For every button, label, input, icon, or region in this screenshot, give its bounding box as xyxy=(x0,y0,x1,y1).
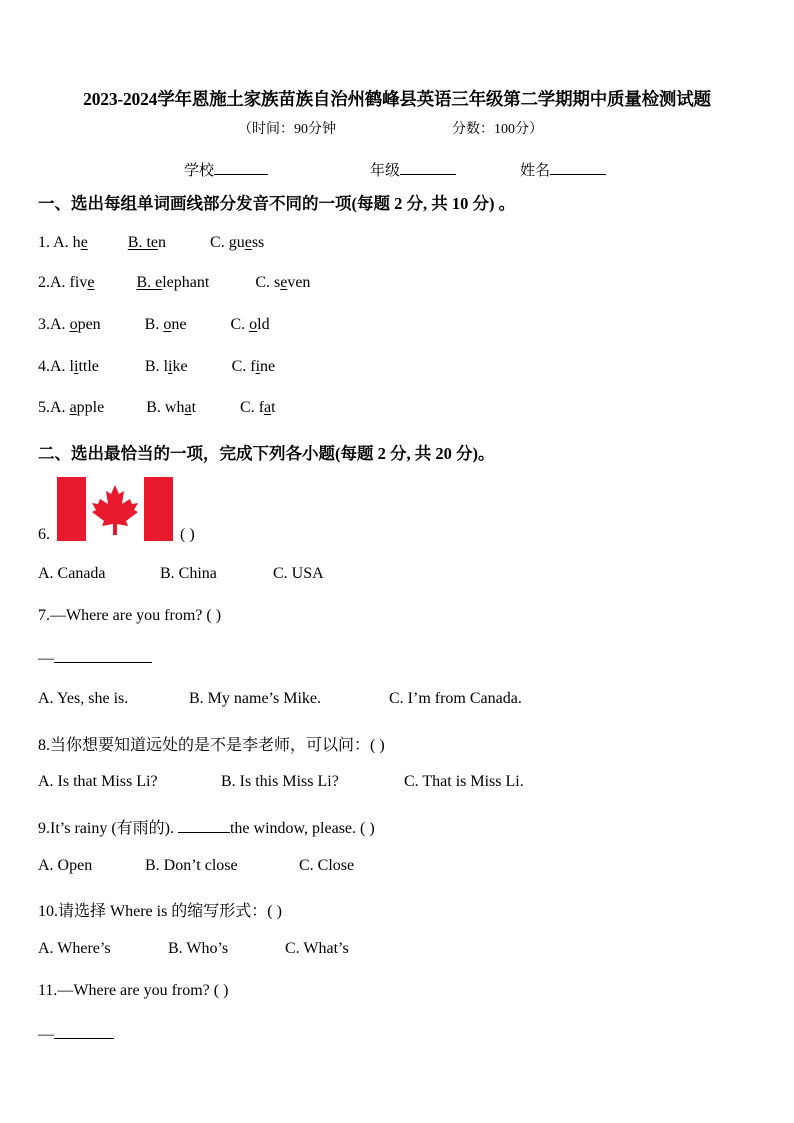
school-label: 学校 xyxy=(184,163,215,179)
q4-b-underlined: i xyxy=(168,358,173,375)
q11-answer-line[interactable] xyxy=(38,1024,114,1044)
q2-option-a: A. fiv xyxy=(50,274,88,291)
q5-c-rest: t xyxy=(271,399,276,416)
q1-a-underlined: e xyxy=(80,234,88,251)
q3-number: 3. xyxy=(38,316,50,333)
question-1 xyxy=(38,233,264,252)
q2-number: 2. xyxy=(38,274,50,291)
q5-a-underlined: a xyxy=(69,399,77,416)
q11-question: 11.—Where are you from? ( ) xyxy=(38,982,229,999)
grade-field[interactable] xyxy=(370,159,456,180)
section2-title: 二、选出最恰当的一项，完成下列各小题(每题 2 分, 共 20 分)。 xyxy=(38,444,495,463)
q6-option-c[interactable]: C. USA xyxy=(273,565,324,582)
q5-c-underlined: a xyxy=(264,399,272,416)
q5-option-b: B. wh xyxy=(146,399,185,416)
school-blank[interactable] xyxy=(214,160,268,175)
q3-c-underlined: o xyxy=(249,316,258,333)
q10-option-b[interactable]: B. Who’s xyxy=(168,940,229,957)
q11-blank[interactable] xyxy=(54,1024,114,1039)
q6-options xyxy=(38,565,324,583)
q7-question: 7.—Where are you from? ( ) xyxy=(38,607,222,624)
q3-option-c: C. xyxy=(230,316,250,333)
q10-option-a[interactable]: A. Where’s xyxy=(38,940,111,957)
q8-option-c[interactable]: C. That is Miss Li. xyxy=(404,773,524,790)
q3-b-rest: ne xyxy=(171,316,187,333)
question-4 xyxy=(38,358,275,376)
q10-options xyxy=(38,940,349,958)
score-label: 分数：100分） xyxy=(452,122,543,137)
name-label: 姓名 xyxy=(520,163,551,179)
q8-question: 8.当你想要知道远处的是不是李老师，可以问：( ) xyxy=(38,737,385,754)
school-field[interactable] xyxy=(184,159,268,180)
q9-blank[interactable] xyxy=(178,818,230,833)
q3-a-rest: pen xyxy=(77,316,101,333)
grade-label: 年级 xyxy=(370,163,401,179)
question-5 xyxy=(38,399,276,417)
q9-option-c[interactable]: C. Close xyxy=(299,857,355,874)
q2-option-c: C. s xyxy=(255,274,281,291)
q1-c-rest: ss xyxy=(251,234,265,251)
q9-question xyxy=(38,815,375,838)
q7-option-a[interactable]: A. Yes, she is. xyxy=(38,690,129,707)
q7-option-b[interactable]: B. My name’s Mike. xyxy=(189,690,321,707)
q9-option-a[interactable]: A. Open xyxy=(38,857,93,874)
q4-c-rest: ne xyxy=(260,358,276,375)
q1-number: 1. xyxy=(38,234,54,251)
q2-option-b: B. xyxy=(136,274,156,291)
q9-text-end: the window, please. ( ) xyxy=(229,820,375,837)
q7-answer-line[interactable] xyxy=(38,648,152,668)
q9-options xyxy=(38,857,354,875)
q6-option-b[interactable]: B. China xyxy=(160,565,217,582)
q1-option-a: A. h xyxy=(53,234,81,251)
q6-option-a[interactable]: A. Canada xyxy=(38,565,106,582)
q10-question: 10.请选择 Where is 的缩写形式：( ) xyxy=(38,903,282,920)
page-title: 2023-2024学年恩施土家族苗族自治州鹤峰县英语三年级第二学期期中质量检测试题 xyxy=(83,89,711,109)
q8-option-b[interactable]: B. Is this Miss Li? xyxy=(221,773,339,790)
q3-a-underlined: o xyxy=(69,316,78,333)
q2-c-rest: ven xyxy=(287,274,311,291)
q4-option-a: A. l xyxy=(50,358,74,375)
q6-number: 6. xyxy=(38,526,50,543)
time-label: （时间：90分钟 xyxy=(238,122,336,137)
q4-c-underlined: i xyxy=(255,358,261,375)
q4-a-rest: ttle xyxy=(78,358,99,375)
q5-option-a: A. xyxy=(50,399,70,416)
q7-options xyxy=(38,690,522,708)
name-blank[interactable] xyxy=(550,160,606,175)
section1-title: 一、选出每组单词画线部分发音不同的一项(每题 2 分, 共 10 分) 。 xyxy=(38,194,516,213)
canada-flag-image xyxy=(57,477,173,541)
q2-a-underlined: e xyxy=(87,274,95,291)
q9-text-start: 9.It’s rainy (有雨的). xyxy=(38,820,178,837)
q1-b-rest: n xyxy=(158,234,167,251)
q4-option-b: B. l xyxy=(144,358,169,375)
q9-option-b[interactable]: B. Don’t close xyxy=(145,857,238,874)
question-3 xyxy=(38,316,270,334)
q4-option-c: C. f xyxy=(231,358,256,375)
q5-a-rest: pple xyxy=(76,399,105,416)
q1-b-underlined: e xyxy=(150,234,159,251)
q3-option-a: A. xyxy=(50,316,70,333)
q5-b-underlined: a xyxy=(184,399,192,416)
q7-dash: — xyxy=(38,650,54,667)
q10-option-c[interactable]: C. What’s xyxy=(285,940,349,957)
q3-b-underlined: o xyxy=(163,316,172,333)
name-field[interactable] xyxy=(520,159,606,180)
q3-option-b: B. xyxy=(144,316,164,333)
grade-blank[interactable] xyxy=(400,160,456,175)
q2-b-rest: lephant xyxy=(162,274,210,291)
q7-option-c[interactable]: C. I’m from Canada. xyxy=(389,690,522,707)
q4-a-underlined: i xyxy=(74,358,79,375)
q2-c-underlined: e xyxy=(280,274,288,291)
flag-white-band xyxy=(86,477,144,541)
q5-b-rest: t xyxy=(191,399,197,416)
maple-leaf-icon xyxy=(86,477,144,541)
q11-dash: — xyxy=(38,1026,54,1043)
q6-answer-paren[interactable]: ( ) xyxy=(180,526,195,543)
q7-blank[interactable] xyxy=(54,648,152,663)
q4-b-rest: ke xyxy=(172,358,188,375)
q8-options xyxy=(38,773,524,791)
question-2 xyxy=(38,274,310,292)
q8-option-a[interactable]: A. Is that Miss Li? xyxy=(38,773,158,790)
q1-option-c: C. gu xyxy=(210,234,245,251)
q2-b-underlined: e xyxy=(155,274,163,291)
q1-c-underlined: e xyxy=(244,234,252,251)
q5-number: 5. xyxy=(38,399,50,416)
q3-c-rest: ld xyxy=(257,316,270,333)
q4-number: 4. xyxy=(38,358,50,375)
q5-option-c: C. f xyxy=(240,399,265,416)
q1-option-b: B. t xyxy=(127,234,151,251)
spacer xyxy=(88,233,128,247)
